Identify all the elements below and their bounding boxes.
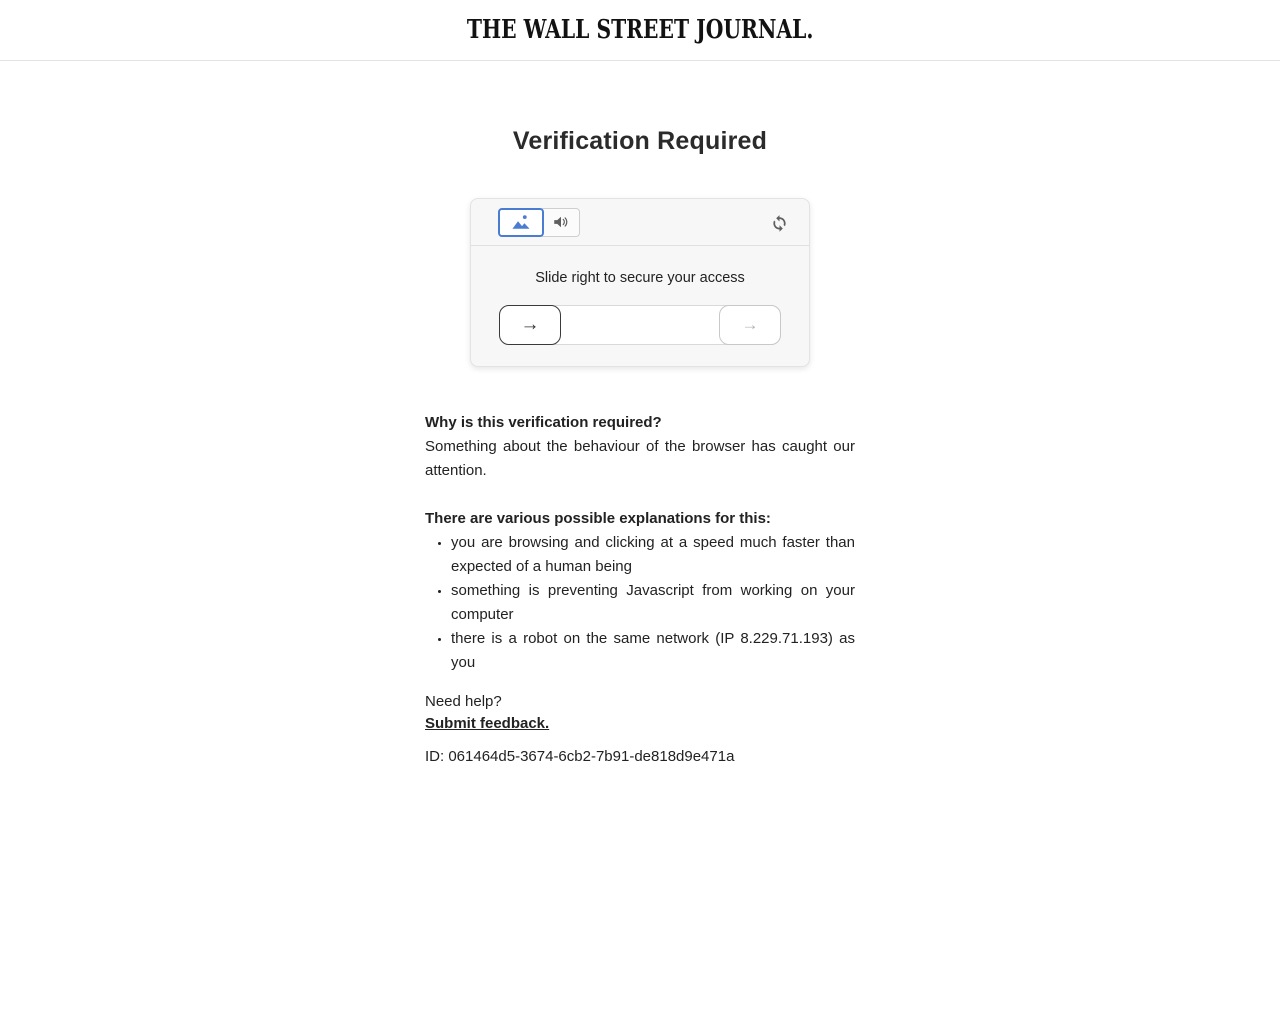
page-title: Verification Required — [512, 127, 768, 155]
wsj-logo: THE WALL STREET JOURNAL. — [466, 15, 814, 45]
slider-handle[interactable] — [499, 305, 561, 345]
request-id: ID: 061464d5-3674-6cb2-7b91-de818d9e471a — [425, 748, 735, 765]
submit-feedback-link[interactable]: Submit feedback. — [425, 715, 550, 732]
captcha-widget — [470, 198, 810, 367]
why-text: Something about the behaviour of the browser has caught our attention. — [425, 438, 855, 479]
arrow-right-icon: → — [520, 314, 540, 335]
explanations-list — [425, 531, 855, 675]
image-icon — [510, 213, 532, 231]
captcha-body — [471, 246, 809, 366]
slider-captcha — [499, 305, 781, 345]
captcha-mode-switcher — [498, 208, 580, 237]
list-item: • something is preventing Javascript from working on your computer — [451, 579, 855, 627]
list-item: • there is a robot on the same network (IP 8.229.71.193) as you — [451, 627, 855, 675]
need-help-text: Need help? — [425, 693, 502, 710]
why-heading: Why is this verification required? — [425, 414, 662, 431]
speaker-icon — [552, 214, 570, 230]
arrow-right-icon: → — [741, 315, 759, 334]
help-block — [425, 691, 855, 735]
captcha-instruction: Slide right to secure your access — [535, 270, 745, 286]
explanations-heading: There are various possible explanations for this: — [425, 510, 771, 527]
captcha-toolbar — [471, 199, 809, 246]
list-item: • you are browsing and clicking at a speed much faster than expected of a human being — [451, 531, 855, 579]
refresh-captcha-button[interactable] — [765, 208, 793, 236]
slider-target-zone — [719, 305, 781, 345]
page-header — [0, 0, 1280, 61]
image-challenge-button[interactable] — [498, 208, 544, 237]
explanation-section — [425, 411, 855, 769]
refresh-icon — [769, 212, 790, 233]
audio-challenge-button[interactable] — [542, 208, 580, 237]
